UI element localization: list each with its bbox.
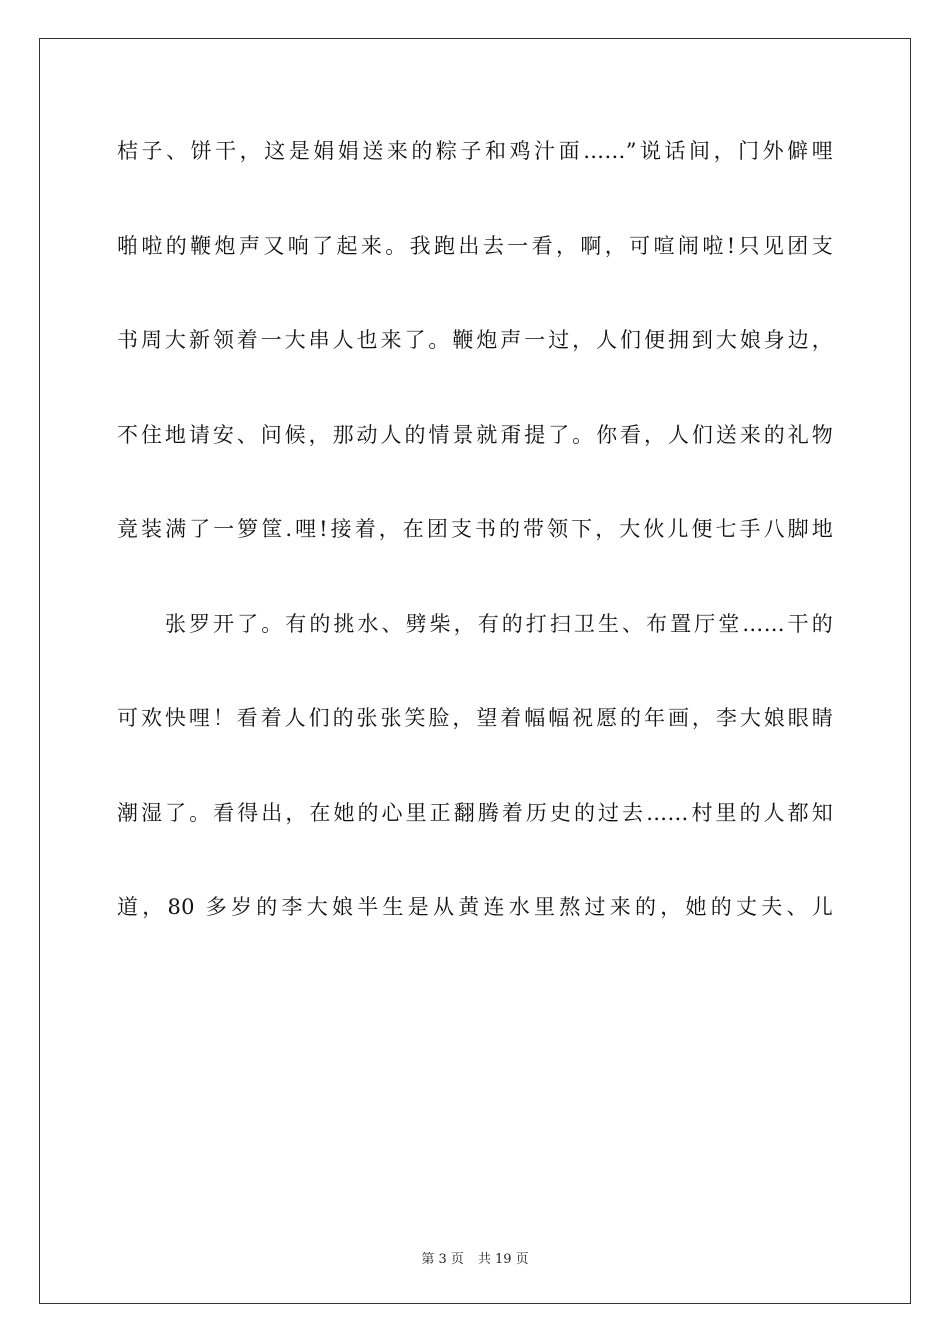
- text-line-9: 道，80 多岁的李大娘半生是从黄连水里熬过来的，她的丈夫、儿: [117, 895, 833, 919]
- text-line-1: 桔子、饼干，这是娟娟送来的粽子和鸡汁面……”说话间，门外僻哩: [117, 139, 833, 163]
- document-body: [117, 126, 833, 977]
- text-line-3: 书周大新领着一大串人也来了。鞭炮声一过，人们便拥到大娘身边，: [117, 328, 833, 352]
- text-line-2: 啪啦的鞭炮声又响了起来。我跑出去一看，啊，可喧闹啦!只见团支: [117, 233, 833, 258]
- text-line-4: 不住地请安、问候，那动人的情景就甭提了。你看，人们送来的礼物: [117, 422, 833, 447]
- text-line-7: 可欢快哩！看着人们的张张笑脸，望着幅幅祝愿的年画，李大娘眼睛: [117, 706, 833, 730]
- total-pages-label: 共 19 页: [477, 1252, 529, 1267]
- text-line-6: 张罗开了。有的挑水、劈柴，有的打扫卫生、布置厅堂……干的: [165, 611, 833, 636]
- text-line-8: 潮湿了。看得出，在她的心里正翻腾着历史的过去……村里的人都知: [117, 800, 833, 825]
- page-footer: [0, 1248, 950, 1267]
- current-page-label: 第 3 页: [421, 1252, 464, 1267]
- text-line-5: 竟装满了一箩筐.哩!接着，在团支书的带领下，大伙儿便七手八脚地: [117, 517, 833, 541]
